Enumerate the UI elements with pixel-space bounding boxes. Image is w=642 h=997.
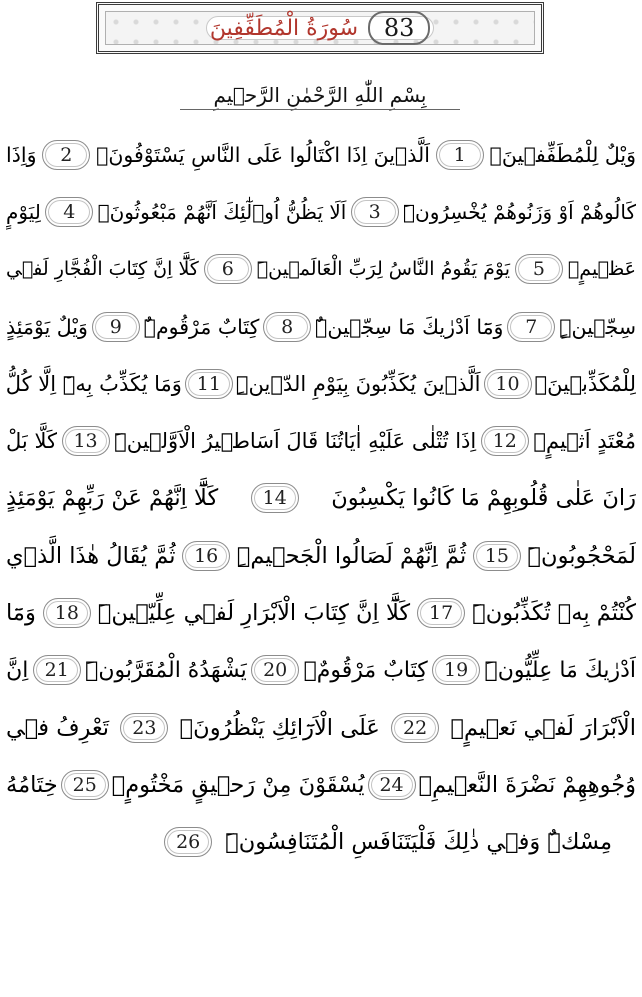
verse-text: مِسْكٌۜ وَف۪ي ذٰلِكَ فَلْيَتَنَافَسِ الْمُتَنَافِسُونَۜ bbox=[225, 829, 612, 856]
verse-text: كَالُوهُمْ اَوْ وَزَنُوهُمْ يُخْسِرُونَۜ bbox=[403, 199, 636, 224]
ayah-number-marker: 18 bbox=[43, 598, 91, 628]
verse-line bbox=[6, 355, 636, 412]
ayah-number-marker: 20 bbox=[251, 655, 299, 685]
verse-line bbox=[6, 126, 636, 183]
ayah-number-marker: 25 bbox=[61, 770, 109, 800]
verse-text: عَظ۪يمٍۙ bbox=[567, 258, 636, 281]
ayah-number-marker: 1 bbox=[436, 140, 484, 170]
verse-text: كِتَابٌ مَرْقُومٌۜ bbox=[143, 314, 260, 339]
verse-text: وَيْلٌ لِلْمُطَفِّف۪ينَۙ bbox=[489, 142, 636, 167]
verse-line bbox=[6, 183, 636, 240]
verse-text: اِذَا تُتْلٰى عَلَيْهِ اٰيَاتُنَا قَالَ اَسَاط۪يرُ الْاَوَّل۪ينَۜ bbox=[114, 429, 477, 454]
verse-text: وَمَا يُكَذِّبُ بِه۪ٓ اِلَّا كُلُّ bbox=[6, 371, 182, 396]
ayah-number-marker: 15 bbox=[473, 541, 521, 571]
verse-text: مُعْتَدٍ اَث۪يمٍۙ bbox=[533, 429, 636, 454]
verse-text: يُسْقَوْنَ مِنْ رَح۪يقٍ مَخْتُومٍۙ bbox=[111, 771, 365, 798]
verse-line bbox=[6, 298, 636, 355]
verse-lines bbox=[6, 126, 636, 871]
ayah-number-marker: 23 bbox=[120, 713, 168, 743]
ayah-number-marker: 2 bbox=[42, 140, 90, 170]
verse-text: وُجُوهِهِمْ نَضْرَةَ النَّع۪يمِۚ bbox=[418, 771, 636, 798]
verse-text: لِلْمُكَذِّب۪ينَۙ bbox=[534, 371, 636, 396]
surah-header-banner bbox=[96, 2, 544, 54]
verse-line bbox=[6, 814, 636, 871]
ayah-number-marker: 8 bbox=[263, 312, 311, 342]
surah-name: سُورَةُ الْمُطَفِّفِينَ bbox=[209, 15, 359, 41]
ayah-number-marker: 26 bbox=[164, 827, 212, 857]
ayah-number-marker: 13 bbox=[62, 426, 110, 456]
ayah-number-marker: 24 bbox=[368, 770, 416, 800]
ayah-number-marker: 3 bbox=[351, 197, 399, 227]
verse-text: لِيَوْمٍ bbox=[6, 199, 41, 224]
verse-text: وَاِذَا bbox=[6, 142, 37, 167]
verse-line bbox=[6, 642, 636, 699]
verse-text: لَمَحْجُوبُونَۜ bbox=[527, 542, 636, 569]
ayah-number-marker: 22 bbox=[391, 713, 439, 743]
verse-text: كَلَّا بَلْ bbox=[6, 429, 57, 454]
verse-text: اَلَّذ۪ينَ اِذَا اكْتَالُوا عَلَى النَّاسِ يَسْتَوْفُونَۘ bbox=[96, 142, 430, 167]
verse-line bbox=[6, 527, 636, 584]
ayah-number-marker: 14 bbox=[251, 483, 299, 513]
ayah-number-marker: 16 bbox=[182, 541, 230, 571]
ayah-number-marker: 21 bbox=[33, 655, 81, 685]
ornamental-frame bbox=[105, 11, 535, 45]
basmala-calligraphy: بِسْمِ اللّٰهِ الرَّحْمٰنِ الرَّح۪يمِ bbox=[170, 70, 470, 120]
verse-text: اَلَّذ۪ينَ يُكَذِّبُونَ بِيَوْمِ الدّ۪ينِۜ bbox=[235, 371, 481, 396]
verse-text: وَمَٓا اَدْرٰيكَ مَا سِجّ۪ينٌۜ bbox=[315, 314, 504, 339]
verse-line bbox=[6, 241, 636, 298]
verse-text: يَوْمَ يَقُومُ النَّاسُ لِرَبِّ الْعَالَم۪ينَۜ bbox=[256, 258, 510, 281]
verse-text: عَلَى الْاَرَٓائِكِ يَنْظُرُونَۙ bbox=[179, 714, 380, 741]
verse-line bbox=[6, 470, 636, 527]
verse-text: وَمَٓا bbox=[6, 600, 36, 627]
ayah-number-marker: 19 bbox=[432, 655, 480, 685]
verse-text: ثُمَّ يُقَالُ هٰذَا الَّذ۪ي bbox=[6, 542, 176, 569]
verse-text: كَلَّٓا اِنَّهُمْ عَنْ رَبِّهِمْ يَوْمَئِذٍ bbox=[6, 485, 219, 512]
ayah-number-marker: 9 bbox=[92, 312, 140, 342]
verse-line bbox=[6, 412, 636, 469]
verse-text: سِجّ۪ينٍۜ bbox=[559, 314, 636, 339]
ayah-number-marker: 11 bbox=[185, 369, 233, 399]
ayah-number-marker: 7 bbox=[507, 312, 555, 342]
verse-text: كَلَّٓا اِنَّ كِتَابَ الْاَبْرَارِ لَف۪ي عِلِّيّ۪ينَۜ bbox=[97, 600, 411, 627]
ayah-number-marker: 6 bbox=[204, 254, 252, 284]
verse-text: كُنْتُمْ بِه۪ تُكَذِّبُونَۜ bbox=[472, 600, 636, 627]
verse-text: رَانَ عَلٰى قُلُوبِهِمْ مَا كَانُوا يَكْسِبُونَ bbox=[331, 485, 636, 512]
ayah-number-marker: 12 bbox=[481, 426, 529, 456]
surah-number-badge: 83 bbox=[368, 11, 430, 45]
verse-line bbox=[6, 756, 636, 813]
ayah-number-marker: 5 bbox=[515, 254, 563, 284]
verse-text: كِتَابٌ مَرْقُومٌۙ bbox=[303, 657, 428, 683]
verse-text: كَلَّٓا اِنَّ كِتَابَ الْفُجَّارِ لَف۪ي bbox=[6, 258, 199, 281]
verse-text: اِنَّ bbox=[6, 657, 29, 683]
verse-text: الْاَبْرَارَ لَف۪ي نَع۪يمٍۙ bbox=[450, 714, 636, 741]
verse-text: وَيْلٌ يَوْمَئِذٍ bbox=[6, 314, 88, 339]
ayah-number-marker: 10 bbox=[484, 369, 532, 399]
verse-text: ثُمَّ اِنَّهُمْ لَصَالُوا الْجَح۪يمِۜ bbox=[236, 542, 467, 569]
verse-text: خِتَامُهُ bbox=[6, 771, 58, 798]
ayah-number-marker: 17 bbox=[417, 598, 465, 628]
verse-text: اَلَا يَظُنُّ اُو۬لٰٓئِكَ اَنَّهُمْ مَبْعُوثُونَۙ bbox=[97, 199, 347, 224]
surah-title-box bbox=[206, 16, 434, 40]
verse-line bbox=[6, 584, 636, 641]
verse-text: اَدْرٰيكَ مَا عِلِّيُّونَۜ bbox=[484, 657, 636, 683]
verse-line bbox=[6, 699, 636, 756]
verse-text: يَشْهَدُهُ الْمُقَرَّبُونَۜ bbox=[85, 657, 247, 683]
verse-text: تَعْرِفُ ف۪ي bbox=[6, 714, 110, 741]
ayah-number-marker: 4 bbox=[45, 197, 93, 227]
